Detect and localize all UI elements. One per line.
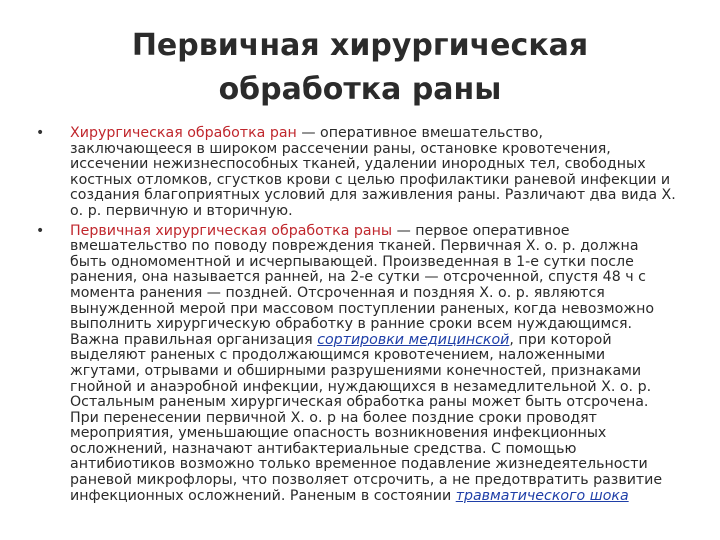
item-line: выполнить хирургическую обработку в ранние сроки всем нуждающимся.: [70, 316, 633, 333]
item-line: антибиотиков возможно только временное подавление жизнедеятельности: [70, 456, 648, 473]
bullet-item-surgical-treatment: [36, 126, 696, 220]
item-line: [70, 126, 696, 142]
item-text: , при которой: [509, 331, 612, 348]
slide-content: [36, 126, 696, 504]
bullet-icon: •: [36, 125, 45, 141]
link-traumatic-shock[interactable]: травматического шока: [455, 487, 629, 504]
item-text: — первое оперативное: [392, 222, 570, 239]
item-line: При перенесении первичной Х. о. р на более поздние сроки проводят: [70, 409, 597, 426]
item-line: быть одномоментной и исчерпывающей. Произведенная в 1-е сутки после: [70, 253, 634, 270]
item-line: [70, 224, 696, 240]
item-line: костных отломков, сгустков крови с целью профилактики раневой инфекции и: [70, 171, 671, 188]
item-line: вмешательство по поводу повреждения тканей. Первичная Х. о. р. должна: [70, 238, 639, 255]
item-line: Остальным раненым хирургическая обработка раны может быть отсрочена.: [70, 394, 649, 411]
item-line: вынужденной мерой при массовом поступлении раненых, когда невозможно: [70, 300, 655, 317]
item-line: иссечении нежизнеспособных тканей, удалении инородных тел, свободных: [70, 156, 646, 173]
item-line: момента ранения — поздней. Отсроченная и поздняя Х. о. р. являются: [70, 284, 605, 301]
item-line: ранения, она называется ранней, на 2-е сутки — отсроченной, спустя 48 ч с: [70, 269, 646, 286]
slide-title: [110, 24, 610, 112]
slide-title-line-2: обработка раны: [218, 72, 502, 107]
slide-title-line-1: Первичная хирургическая: [131, 28, 589, 63]
item-line: создания благоприятных условий для заживления раны. Различают два вида Х.: [70, 187, 676, 204]
item-text: Важна правильная организация: [70, 331, 318, 348]
item-line: мероприятия, уменьшающие опасность возникновения инфекционных: [70, 425, 607, 442]
link-medical-triage[interactable]: сортировки медицинской: [317, 331, 510, 348]
item-line: гнойной и анаэробной инфекции, нуждающихся в незамедлительной Х. о. р.: [70, 378, 652, 395]
item-line: [70, 333, 696, 349]
item-text: инфекционных осложнений. Раненым в состоянии: [70, 487, 456, 504]
item-line: раневой микрофлоры, что позволяет отсрочить, а не предотвратить развитие: [70, 472, 663, 489]
item-line-cut: [70, 489, 696, 505]
item-line: о. р. первичную и вторичную.: [70, 202, 293, 219]
bullet-item-primary-treatment: [36, 224, 696, 505]
item-text: — оперативное вмешательство,: [296, 125, 543, 141]
item-line: выделяют раненых с продолжающимся кровотечением, наложенными: [70, 347, 606, 364]
term-surgical-treatment: Хирургическая обработка ран: [70, 125, 297, 141]
term-primary-treatment: Первичная хирургическая обработка раны: [70, 222, 393, 239]
item-line: осложнений, назначают антибактериальные средства. С помощью: [70, 440, 577, 457]
item-line: жгутами, отрывами и обширными разрушениями конечностей, признаками: [70, 362, 642, 379]
bullet-icon: •: [36, 222, 45, 239]
item-line: заключающееся в широком рассечении раны, остановке кровотечения,: [70, 140, 611, 157]
